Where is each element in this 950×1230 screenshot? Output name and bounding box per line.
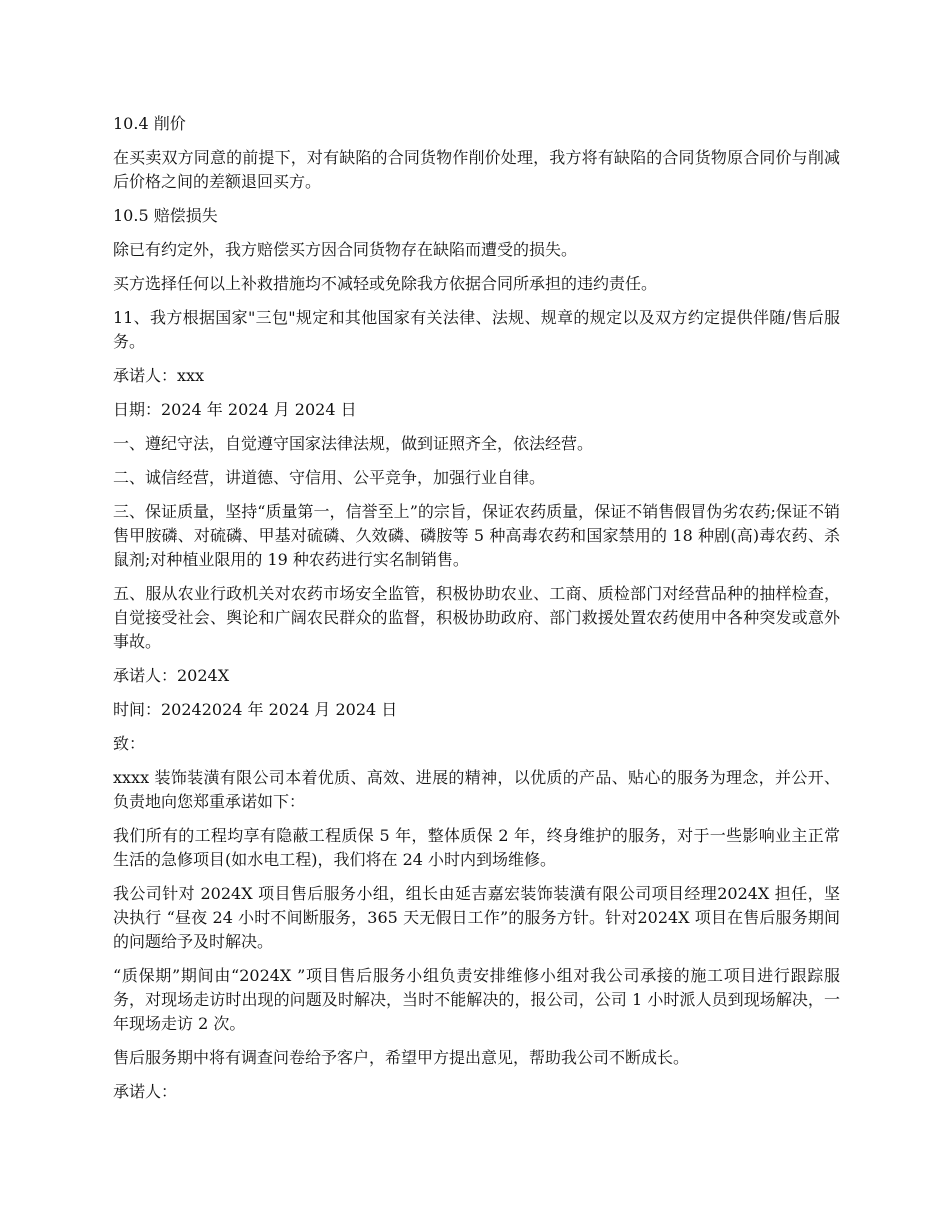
- pledge-item-1: 一、遵纪守法，自觉遵守国家法律法规，做到证照齐全，依法经营。: [113, 434, 594, 453]
- paragraph-price-reduction: 在买卖双方同意的前提下，对有缺陷的合同货物作削价处理，我方将有缺陷的合同货物原合同价与削减后价格之间的差额退回买方。: [113, 148, 840, 191]
- date-line-2: 时间：20242024 年 2024 月 2024 日: [113, 700, 398, 719]
- pledge-item-3: 三、保证质量，坚持“质量第一，信誉至上”的宗旨，保证农药质量，保证不销售假冒伪劣农药;保证不销售甲胺磷、对硫磷、甲基对硫磷、久效磷、磷胺等 5 种高毒农药和国家禁用的 18 种剧(高)毒农药、杀鼠剂;对种植业限用的 19 种农药进行实名制销售。: [113, 502, 840, 569]
- signatory-line-1: 承诺人：xxx: [113, 366, 205, 385]
- company-intro: xxxx 装饰装潢有限公司本着优质、高效、进展的精神，以优质的产品、贴心的服务为理念，并公开、负责地向您郑重承诺如下：: [113, 768, 840, 811]
- paragraph-after-sales-11: 11、我方根据国家"三包"规定和其他国家有关法律、法规、规章的规定以及双方约定提供伴随/售后服务。: [113, 308, 840, 351]
- survey-paragraph: 售后服务期中将有调查问卷给予客户，希望甲方提出意见，帮助我公司不断成长。: [113, 1048, 690, 1067]
- salutation: 致：: [113, 734, 146, 753]
- pledge-item-2: 二、诚信经营，讲道德、守信用、公平竞争，加强行业自律。: [113, 468, 546, 487]
- document-body: [113, 112, 840, 1114]
- heading-10-5-compensation: 10.5 赔偿损失: [113, 206, 218, 225]
- service-team-paragraph: 我公司针对 2024X 项目售后服务小组，组长由延吉嘉宏装饰装潢有限公司项目经理2024X 担任，坚决执行 “昼夜 24 小时不间断服务，365 天无假日工作”的服务方针。针对2024X 项目在售后服务期间的问题给予及时解决。: [113, 884, 840, 951]
- signatory-line-2: 承诺人：2024X: [113, 666, 230, 685]
- date-line-1: 日期：2024 年 2024 月 2024 日: [113, 400, 357, 419]
- signatory-line-3: 承诺人：: [113, 1082, 178, 1101]
- pledge-item-5: 五、服从农业行政机关对农药市场安全监管，积极协助农业、工商、质检部门对经营品种的抽样检查，自觉接受社会、舆论和广阔农民群众的监督，积极协助政府、部门救援处置农药使用中各种突发或意外事故。: [113, 584, 840, 651]
- paragraph-remedy-liability: 买方选择任何以上补救措施均不减轻或免除我方依据合同所承担的违约责任。: [113, 274, 658, 293]
- heading-10-4-price-reduction: 10.4 削价: [113, 114, 186, 133]
- paragraph-compensation: 除已有约定外，我方赔偿买方因合同货物存在缺陷而遭受的损失。: [113, 240, 578, 259]
- warranty-period-paragraph: “质保期”期间由“2024X ”项目售后服务小组负责安排维修小组对我公司承接的施工项目进行跟踪服务，对现场走访时出现的问题及时解决，当时不能解决的，报公司，公司 1 小时派人员到现场解决，一年现场走访 2 次。: [113, 966, 840, 1033]
- warranty-paragraph: 我们所有的工程均享有隐蔽工程质保 5 年，整体质保 2 年，终身维护的服务，对于一些影响业主正常生活的急修项目(如水电工程)，我们将在 24 小时内到场维修。: [113, 826, 840, 869]
